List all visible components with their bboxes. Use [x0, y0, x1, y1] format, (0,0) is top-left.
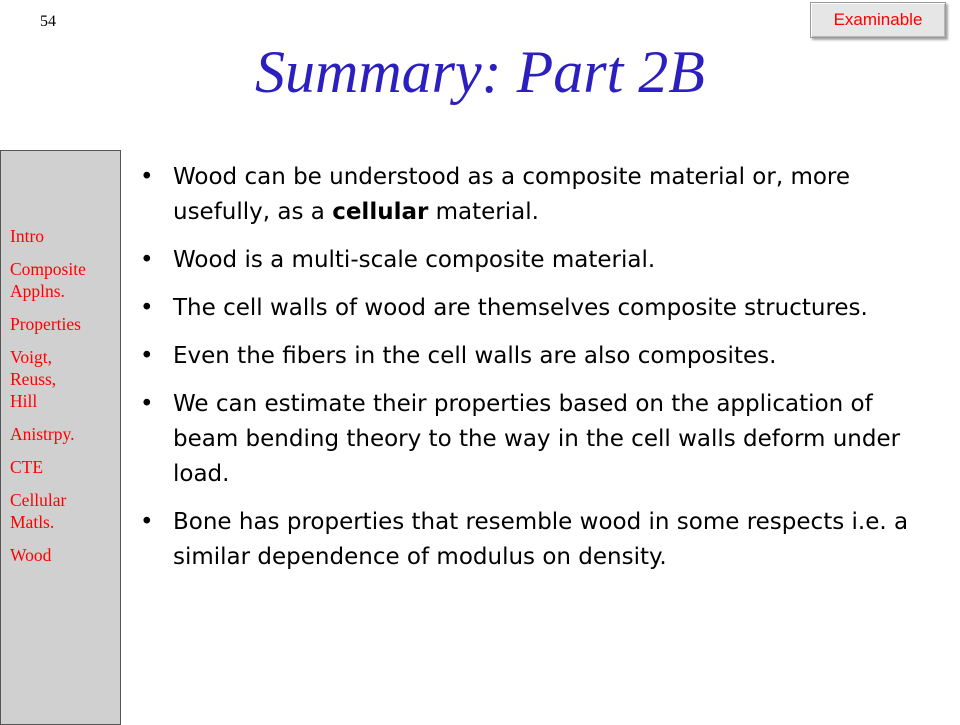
bullet-item: [140, 505, 940, 575]
sidebar-item-cte[interactable]: CTE: [10, 457, 44, 477]
sidebar-nav: [0, 150, 121, 725]
bullet-dot: •: [140, 295, 154, 321]
bullet-text-part: Wood can be understood as a composite material or, more usefully, as a: [173, 164, 851, 225]
sidebar-item-anisotropy[interactable]: Anistrpy.: [10, 424, 75, 444]
slide-title: Summary: Part 2B: [255, 39, 705, 105]
bullet-item: [140, 160, 940, 230]
slide-number: 54: [40, 13, 56, 30]
bullet-list: [140, 160, 940, 575]
examinable-badge-label: Examinable: [833, 10, 923, 29]
sidebar-item-wood[interactable]: Wood: [10, 545, 52, 565]
sidebar-item-properties[interactable]: Properties: [10, 314, 81, 334]
sidebar-item-composite-applns[interactable]: Composite Applns.: [10, 259, 86, 301]
bullet-text: Bone has properties that resemble wood in some respects i.e. a similar dependence of modulus on density.: [173, 509, 909, 570]
bullet-dot: •: [140, 509, 154, 535]
bullet-item: [140, 243, 940, 278]
bullet-text-part: material.: [428, 199, 539, 225]
bullet-item: [140, 291, 940, 326]
bullet-bold-term: cellular: [332, 199, 429, 225]
sidebar-list: [10, 225, 120, 577]
bullet-text: The cell walls of wood are themselves composite structures.: [173, 295, 868, 321]
sidebar-item-intro[interactable]: Intro: [10, 226, 45, 246]
sidebar-item-cellular-matls[interactable]: Cellular Matls.: [10, 490, 67, 532]
bullet-text: Wood is a multi-scale composite material.: [173, 247, 656, 273]
bullet-dot: •: [140, 391, 154, 417]
bullet-text: We can estimate their properties based on the application of beam bending theory to the way in the cell walls deform under load.: [173, 391, 901, 487]
bullet-text: Even the fibers in the cell walls are also composites.: [173, 343, 777, 369]
slide-body: [140, 160, 940, 588]
examinable-badge[interactable]: [810, 2, 946, 38]
bullet-dot: •: [140, 164, 154, 190]
bullet-item: [140, 387, 940, 492]
bullet-dot: •: [140, 247, 154, 273]
bullet-dot: •: [140, 343, 154, 369]
bullet-item: [140, 339, 940, 374]
sidebar-item-voigt-reuss-hill[interactable]: Voigt, Reuss, Hill: [10, 347, 57, 411]
